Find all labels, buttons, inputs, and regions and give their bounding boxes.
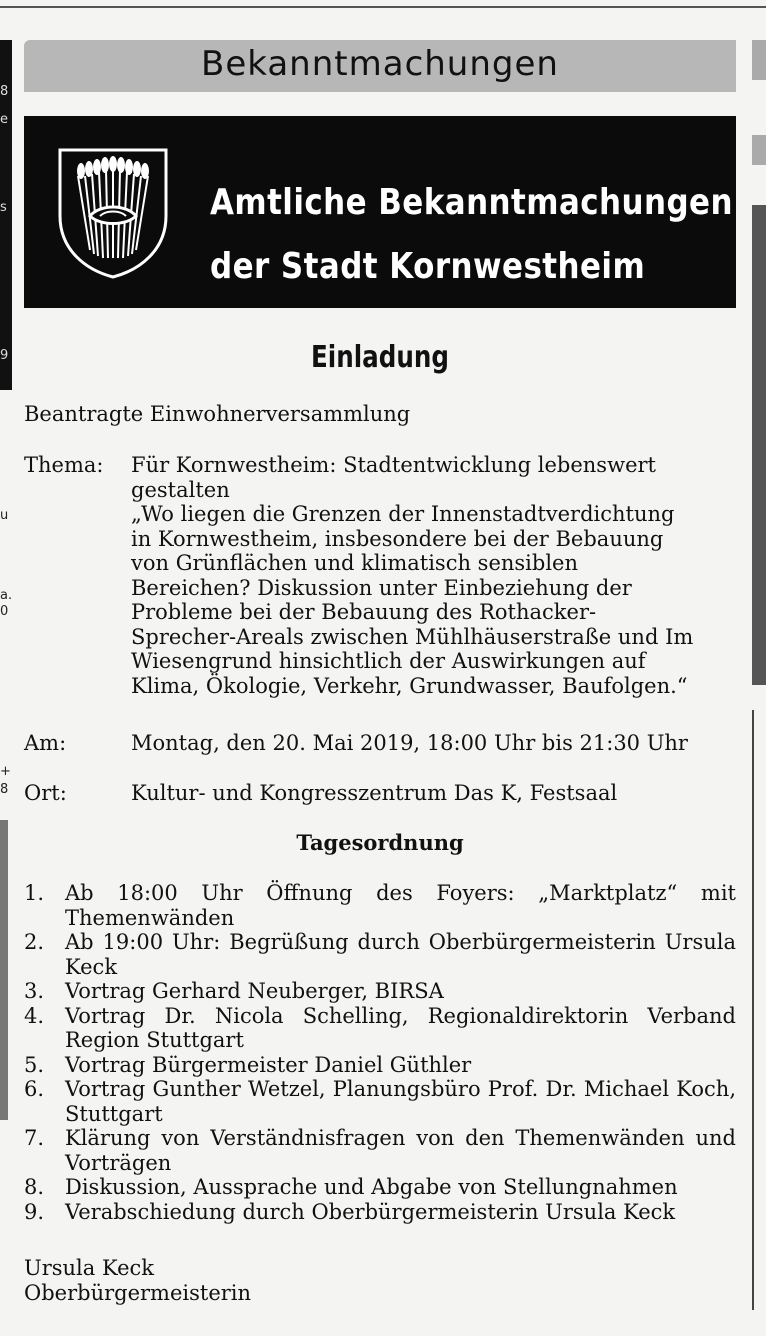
thema-line: Bereichen? Diskussion unter Einbeziehung der [131,575,632,600]
am-value: Montag, den 20. Mai 2019, 18:00 Uhr bis 21:30 Uhr [131,731,688,755]
banner-title-line-1: Amtliche Bekanntmachungen [210,182,733,223]
am-label: Am: [24,731,67,755]
wheat-sheaf-crest-icon [56,146,170,280]
agenda-item [24,979,736,1004]
agenda-item [24,1077,736,1126]
agenda-item-number: 2. [24,930,45,954]
agenda-item-number: 3. [24,979,45,1003]
agenda-item [24,881,736,930]
agenda-item-number: 6. [24,1077,45,1101]
thema-line: „Wo liegen die Grenzen der Innenstadtverdichtung [131,502,675,526]
thema-line: von Grünflächen und klimatisch sensiblen [131,551,578,575]
right-column-header-edge [752,135,766,165]
agenda-item-number: 5. [24,1052,45,1077]
left-fragment: u [0,508,9,523]
thema-text [131,453,736,698]
section-title: Bekanntmachungen [201,44,559,84]
thema-line: in Kornwestheim, insbesondere bei der Bebauung [131,526,664,551]
agenda-list [24,881,736,1224]
signature-title: Oberbürgermeisterin [24,1281,252,1305]
thema-line: gestalten [131,477,230,502]
agenda-item [24,1053,736,1078]
left-column-photo-edge [0,820,8,1120]
right-column-photo-edge [752,205,766,685]
agenda-item-text: Klärung von Verständnisfragen von den Themenwänden und Vorträgen [65,1126,736,1175]
agenda-item-number: 8. [24,1175,45,1199]
left-fragment: e [0,112,8,127]
left-fragment: 9 [0,348,9,363]
agenda-item [24,1175,736,1200]
official-banner [24,116,736,308]
thema-label: Thema: [24,453,104,477]
left-fragment: a. [0,588,13,603]
thema-line: Wiesengrund hinsichtlich der Auswirkungen auf [131,649,646,673]
banner-title-line-2: der Stadt Kornwestheim [210,246,646,287]
agenda-item-text: Ab 18:00 Uhr Öffnung des Foyers: „Marktplatz“ mit Themenwänden [65,881,736,930]
left-fragment: 8 [0,84,9,99]
right-column-rule [752,710,754,1310]
agenda-item-text: Diskussion, Aussprache und Abgabe von Stellungnahmen [65,1175,678,1199]
agenda-item-number: 1. [24,881,45,905]
thema-line: Für Kornwestheim: Stadtentwicklung lebenswert [131,453,656,477]
ort-label: Ort: [24,781,67,805]
thema-line: Probleme bei der Bebauung des Rothacker- [131,600,597,624]
section-header [24,40,736,92]
agenda-item [24,930,736,979]
top-rule [0,6,766,8]
agenda-item-number: 9. [24,1199,45,1224]
right-column-header-edge [752,40,766,80]
agenda-heading: Tagesordnung [296,830,464,855]
agenda-item [24,1004,736,1053]
left-fragment: s [0,200,7,215]
agenda-item [24,1200,736,1225]
agenda-item-text: Vortrag Dr. Nicola Schelling, Regionaldirektorin Verband Region Stuttgart [65,1003,736,1052]
agenda-item-text: Verabschiedung durch Oberbürgermeisterin Ursula Keck [65,1199,676,1224]
thema-line: Sprecher-Areals zwischen Mühlhäuserstraße und Im [131,624,694,649]
thema-line: Klima, Ökologie, Verkehr, Grundwasser, Baufolgen.“ [131,673,688,698]
agenda-item-text: Vortrag Bürgermeister Daniel Güthler [65,1052,472,1077]
agenda-item [24,1126,736,1175]
signature-name: Ursula Keck [24,1256,154,1280]
left-fragment: + [0,764,11,779]
invitation-heading: Einladung [310,340,450,375]
agenda-item-number: 7. [24,1126,45,1150]
ort-value: Kultur- und Kongresszentrum Das K, Festsaal [131,781,618,805]
agenda-item-text: Vortrag Gunther Wetzel, Planungsbüro Prof. Dr. Michael Koch, Stuttgart [65,1077,736,1126]
invitation-type: Beantragte Einwohnerversammlung [24,402,411,426]
left-fragment: 0 [0,604,9,619]
left-fragment: 8 [0,782,9,797]
agenda-item-number: 4. [24,1003,45,1028]
agenda-item-text: Ab 19:00 Uhr: Begrüßung durch Oberbürgermeisterin Ursula Keck [65,930,736,979]
agenda-item-text: Vortrag Gerhard Neuberger, BIRSA [65,979,444,1003]
